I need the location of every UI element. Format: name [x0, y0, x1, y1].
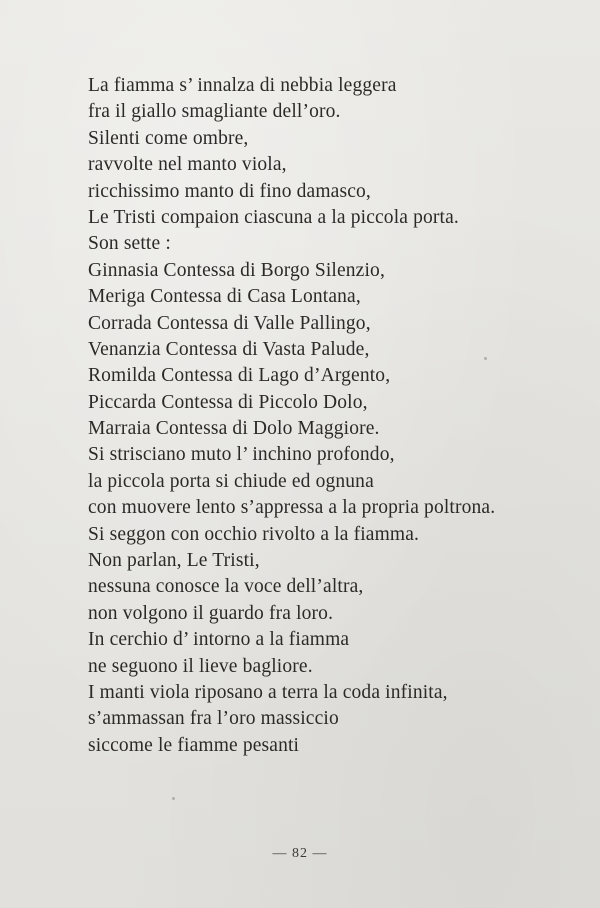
- poem-line: Si strisciano muto l’ inchino profondo,: [88, 444, 395, 466]
- poem-line: s’ammassan fra l’oro massiccio: [88, 708, 339, 730]
- poem-line: Non parlan, Le Tristi,: [88, 550, 260, 572]
- poem-line: Son sette :: [88, 233, 171, 255]
- poem-line: Piccarda Contessa di Piccolo Dolo,: [88, 391, 368, 413]
- poem-line: In cerchio d’ intorno a la fiamma: [88, 629, 350, 651]
- poem-line: I manti viola riposano a terra la coda infinita,: [88, 681, 448, 703]
- poem-line: Si seggon con occhio rivolto a la fiamma.: [88, 523, 420, 545]
- poem-line: Venanzia Contessa di Vasta Palude,: [88, 338, 370, 360]
- poem-line: nessuna conosce la voce dell’altra,: [88, 576, 364, 598]
- poem-line: fra il giallo smagliante dell’oro.: [88, 101, 341, 123]
- poem-line: siccome le fiamme pesanti: [88, 734, 300, 756]
- paper-speck: [172, 797, 175, 800]
- poem-line: Meriga Contessa di Casa Lontana,: [88, 286, 361, 308]
- poem-line: la piccola porta si chiude ed ognuna: [88, 470, 374, 492]
- poem-line: Le Tristi compaion ciascuna a la piccola porta.: [88, 206, 459, 228]
- poem-line: Ginnasia Contessa di Borgo Silenzio,: [88, 259, 385, 281]
- poem-text: [88, 73, 588, 759]
- poem-line: Romilda Contessa di Lago d’Argento,: [88, 365, 391, 387]
- poem-line: ravvolte nel manto viola,: [88, 154, 287, 176]
- poem-line: Silenti come ombre,: [88, 127, 249, 149]
- paper-speck: [484, 357, 487, 360]
- poem-line: con muovere lento s’appressa a la propria poltrona.: [88, 497, 496, 519]
- poem-line: La fiamma s’ innalza di nebbia leggera: [88, 75, 397, 96]
- poem-line: ne seguono il lieve bagliore.: [88, 655, 313, 677]
- poem-line: ricchissimo manto di fino damasco,: [88, 180, 371, 202]
- page-number: — 82 —: [272, 846, 328, 861]
- poem-line: Marraia Contessa di Dolo Maggiore.: [88, 418, 380, 440]
- poem-line: non volgono il guardo fra loro.: [88, 602, 334, 624]
- poem-line: Corrada Contessa di Valle Pallingo,: [88, 312, 371, 334]
